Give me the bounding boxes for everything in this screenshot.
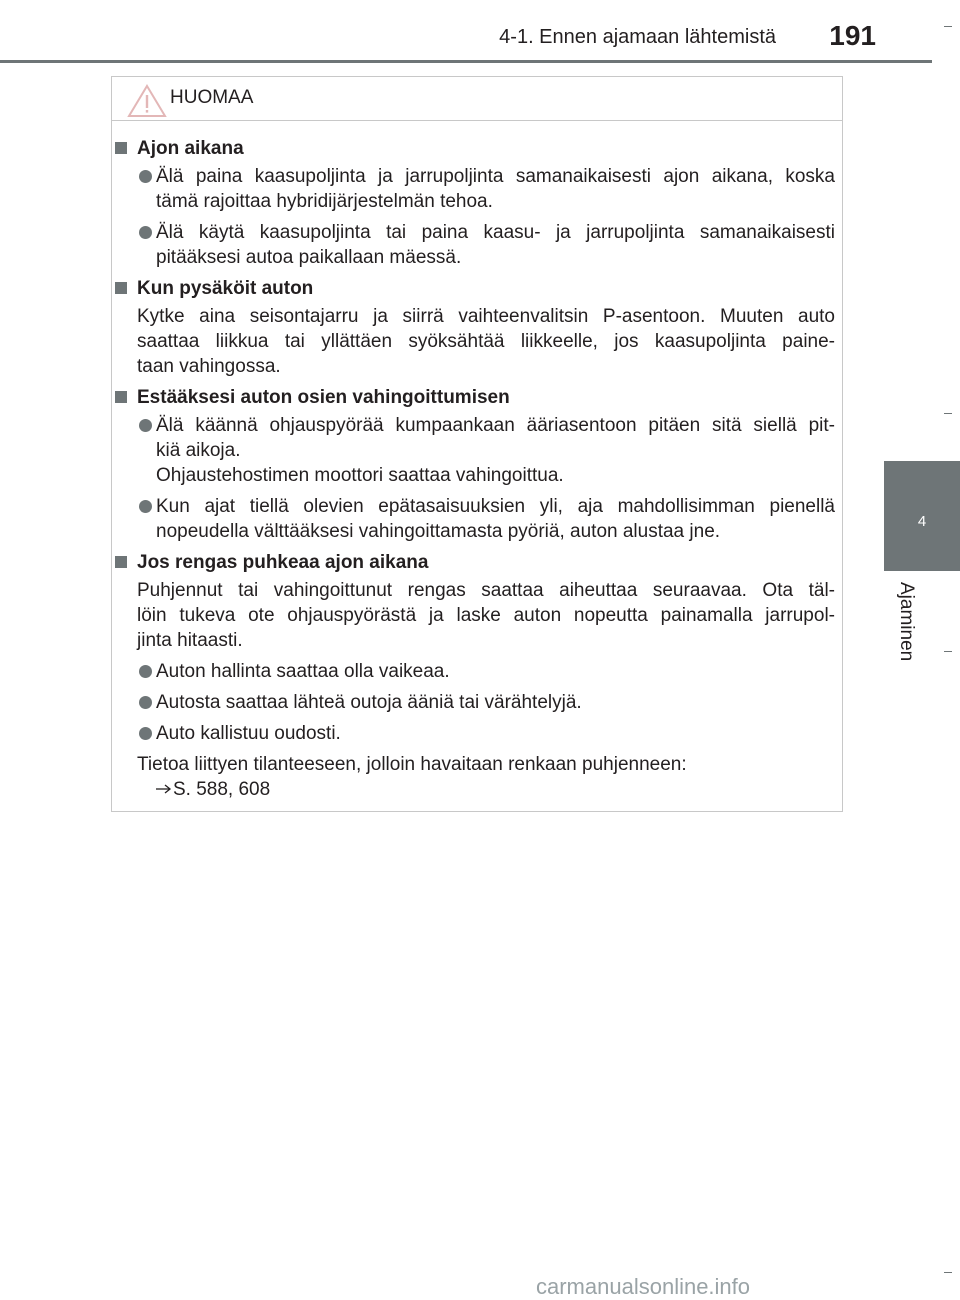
- square-bullet-icon: [115, 556, 127, 568]
- chapter-label: Ajaminen: [896, 582, 917, 662]
- list-item: [112, 659, 835, 684]
- list-item: [112, 690, 835, 715]
- square-bullet-icon: [115, 142, 127, 154]
- chapter-number: 4: [917, 513, 927, 530]
- section-heading: [112, 136, 835, 161]
- text-line: saattaa liikkua tai yllättäen syöksähtää liikkeelle, jos kaasupoljinta paine-: [137, 331, 835, 352]
- page-number: 191: [829, 20, 876, 51]
- text-line: Kun ajat tiellä olevien epätasaisuuksien yli, aja mahdollisimman pienellä: [156, 496, 835, 517]
- text-line: Puhjennut tai vahingoittunut rengas saattaa aiheuttaa seuraavaa. Ota täl-: [137, 580, 835, 601]
- caution-title: HUOMAA: [170, 87, 254, 108]
- circle-bullet-icon: [139, 727, 152, 740]
- square-bullet-icon: [115, 391, 127, 403]
- caution-body: [112, 121, 842, 802]
- section-title: 4-1. Ennen ajamaan lähtemistä: [499, 26, 776, 48]
- circle-bullet-icon: [139, 170, 152, 183]
- text-line: Ohjaustehostimen moottori saattaa vahingoittua.: [156, 465, 564, 486]
- list-item: [112, 494, 835, 544]
- paragraph: [112, 752, 835, 777]
- text-line: jinta hitaasti.: [137, 630, 243, 651]
- list-item: [112, 413, 835, 488]
- circle-bullet-icon: [139, 665, 152, 678]
- paragraph: [112, 578, 835, 653]
- text-line: taan vahingossa.: [137, 356, 281, 377]
- list-item: [112, 721, 835, 746]
- text-line: löin tukeva ote ohjauspyörästä ja laske auton nopeutta painamalla jarrupol-: [137, 605, 835, 626]
- circle-bullet-icon: [139, 226, 152, 239]
- list-item: [112, 220, 835, 270]
- watermark: carmanualsonline.info: [536, 1274, 751, 1299]
- text-line: Älä paina kaasupoljinta ja jarrupoljinta samanaikaisesti ajon aikana, koska: [156, 166, 835, 187]
- crop-mark: [944, 1272, 952, 1273]
- circle-bullet-icon: [139, 419, 152, 432]
- section-heading-text: Estääksesi auton osien vahingoittumisen: [137, 387, 510, 408]
- crop-mark: [944, 413, 952, 414]
- text-line: Autosta saattaa lähteä outoja ääniä tai värähtelyjä.: [156, 692, 582, 713]
- paragraph: [112, 304, 835, 379]
- section-heading-text: Ajon aikana: [137, 138, 244, 159]
- circle-bullet-icon: [139, 696, 152, 709]
- text-line: Auton hallinta saattaa olla vaikeaa.: [156, 661, 450, 682]
- text-line: kiä aikoja.: [156, 440, 241, 461]
- warning-triangle-icon: [127, 84, 167, 118]
- text-line: pitääksesi autoa paikallaan mäessä.: [156, 247, 462, 268]
- text-line: nopeudella välttääksesi vahingoittamasta pyöriä, auton alustaa jne.: [156, 521, 721, 542]
- text-line: Älä käännä ohjauspyörää kumpaankaan ääriasentoon pitäen sitä siellä pit-: [156, 415, 835, 436]
- text-line: Auto kallistuu oudosti.: [156, 723, 341, 744]
- arrow-right-icon: [155, 783, 173, 795]
- list-item: [112, 164, 835, 214]
- crop-mark: [944, 26, 952, 27]
- page-reference[interactable]: [112, 777, 835, 802]
- text-line: Tietoa liittyen tilanteeseen, jolloin havaitaan renkaan puhjenneen:: [137, 754, 687, 775]
- text-line: Kytke aina seisontajarru ja siirrä vaihteenvalitsin P-asentoon. Muuten auto: [137, 306, 835, 327]
- text-line: Älä käytä kaasupoljinta tai paina kaasu- ja jarrupoljinta samanaikaisesti: [156, 222, 835, 243]
- caution-header: [112, 77, 842, 121]
- text-line: tämä rajoittaa hybridijärjestelmän tehoa.: [156, 191, 493, 212]
- section-heading: [112, 550, 835, 575]
- page-reference-text[interactable]: S. 588, 608: [173, 779, 271, 800]
- header-divider: [0, 60, 932, 63]
- section-heading: [112, 276, 835, 301]
- section-heading-text: Jos rengas puhkeaa ajon aikana: [137, 552, 429, 573]
- circle-bullet-icon: [139, 500, 152, 513]
- square-bullet-icon: [115, 282, 127, 294]
- crop-mark: [944, 651, 952, 652]
- section-heading: [112, 385, 835, 410]
- section-heading-text: Kun pysäköit auton: [137, 278, 314, 299]
- caution-box: [111, 76, 843, 812]
